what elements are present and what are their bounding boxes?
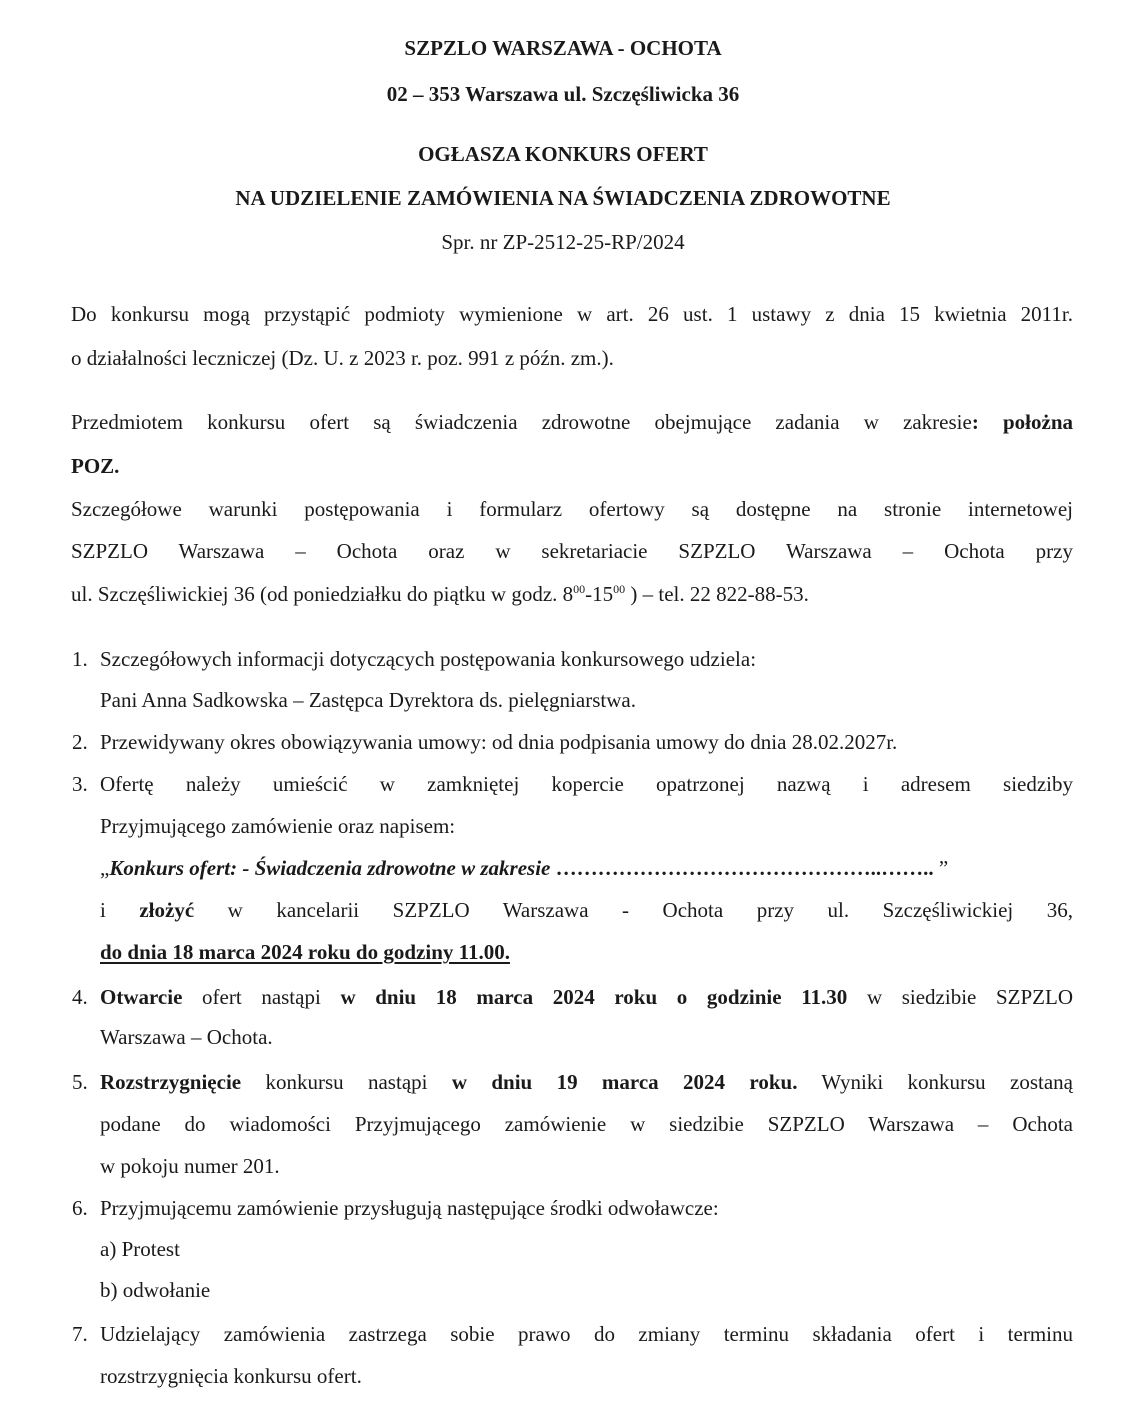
org-address: 02 – 353 Warszawa ul. Szczęśliwicka 36 (386, 82, 740, 106)
item-5-line-3: w pokoju numer 201. (100, 1154, 280, 1178)
item-1-line-1: Szczegółowych informacji dotyczących postępowania konkursowego udziela: (100, 647, 757, 671)
subject-line-1 (71, 410, 1073, 434)
item-4-line-2: Warszawa – Ochota. (100, 1025, 273, 1049)
item-7-line-2: rozstrzygnięcia konkursu ofert. (100, 1364, 362, 1388)
item-4-bold-1: Otwarcie (100, 985, 183, 1009)
item-3-deadline (100, 940, 510, 964)
conditions-line-2: SZPZLO Warszawa – Ochota oraz w sekretariacie SZPZLO Warszawa – Ochota przy (71, 539, 1073, 563)
item-4-number: 4. (72, 985, 88, 1009)
subject-text: Przedmiotem konkursu ofert są świadczenia zdrowotne obejmujące zadania w zakresie (71, 410, 972, 434)
announcement-title: OGŁASZA KONKURS OFERT (418, 142, 708, 166)
submission-deadline: do dnia 18 marca 2024 roku do godziny 11.00. (100, 940, 510, 964)
hours-sup-1: 00 (573, 582, 586, 596)
item-3-location: w kancelarii SZPZLO Warszawa - Ochota przy ul. Szczęśliwickiej 36, (227, 898, 1073, 922)
item-5-line-1 (100, 1070, 1073, 1094)
item-7-number: 7. (72, 1322, 88, 1346)
item-5-line-2: podane do wiadomości Przyjmującego zamówienie w siedzibie SZPZLO Warszawa – Ochota (100, 1112, 1073, 1136)
conditions-line-3 (71, 582, 809, 606)
item-4-bold-2: w dniu 18 marca 2024 roku o godzinie 11.30 (340, 985, 848, 1009)
subject-bold: położna (1003, 410, 1074, 434)
item-5-text-1: konkursu nastąpi (241, 1070, 452, 1094)
item-4-text-2: w siedzibie SZPZLO (847, 985, 1074, 1009)
item-1-number: 1. (72, 647, 88, 671)
item-5-text-2: Wyniki konkursu zostaną (797, 1070, 1074, 1094)
item-6-number: 6. (72, 1196, 88, 1220)
conditions-phone: ) – tel. 22 822-88-53. (625, 582, 809, 606)
quote-close: ” (933, 856, 949, 880)
item-3-line-1: Ofertę należy umieścić w zamkniętej kopercie opatrzonej nazwą i adresem siedziby (100, 772, 1073, 796)
item-2-line-1: Przewidywany okres obowiązywania umowy: od dnia podpisania umowy do dnia 28.02.2027r. (100, 730, 898, 754)
conditions-hours-b: -15 (585, 582, 614, 606)
item-7-line-1: Udzielający zamówienia zastrzega sobie prawo do zmiany terminu składania ofert i terminu (100, 1322, 1073, 1346)
item-6-line-1: Przyjmującemu zamówienie przysługują następujące środki odwoławcze: (100, 1196, 719, 1220)
item-3-line-2: Przyjmującego zamówienie oraz napisem: (100, 814, 456, 838)
item-3-envelope-label (100, 856, 948, 880)
intro-line-1: Do konkursu mogą przystąpić podmioty wymienione w art. 26 ust. 1 ustawy z dnia 15 kwietnia 2011r. (71, 302, 1073, 326)
subject-colon: : (971, 410, 979, 434)
subject-bold-2: POZ. (71, 454, 120, 478)
item-1-line-2: Pani Anna Sadkowska – Zastępca Dyrektora ds. pielęgniarstwa. (100, 688, 636, 712)
item-4-line-1 (100, 985, 1073, 1009)
conditions-hours-a: ul. Szczęśliwickiej 36 (od poniedziałku do piątku w godz. 8 (71, 582, 574, 606)
item-4-text-1: ofert nastąpi (182, 985, 341, 1009)
intro-line-2: o działalności leczniczej (Dz. U. z 2023 r. poz. 991 z późn. zm.). (71, 346, 614, 370)
item-5-number: 5. (72, 1070, 88, 1094)
item-5-bold-2: w dniu 19 marca 2024 roku. (451, 1070, 798, 1094)
item-6-sub-a: a) Protest (100, 1237, 180, 1261)
quote-open: „ (100, 856, 110, 880)
org-name: SZPZLO WARSZAWA - OCHOTA (404, 36, 722, 60)
envelope-label-dots: ………………………………………..…….. (550, 856, 934, 880)
announcement-subject: NA UDZIELENIE ZAMÓWIENIA NA ŚWIADCZENIA ZDROWOTNE (235, 186, 891, 210)
item-5-bold-1: Rozstrzygnięcie (100, 1070, 242, 1094)
envelope-label-text: Konkurs ofert: - Świadczenia zdrowotne w zakresie (109, 856, 551, 880)
hours-sup-2: 00 (613, 582, 626, 596)
item-2-number: 2. (72, 730, 88, 754)
item-3-number: 3. (72, 772, 88, 796)
item-3-submit-bold: złożyć (139, 898, 195, 922)
conditions-line-1: Szczegółowe warunki postępowania i formularz ofertowy są dostępne na stronie internetowej (71, 497, 1073, 521)
item-6-sub-b: b) odwołanie (100, 1278, 211, 1302)
case-number: Spr. nr ZP-2512-25-RP/2024 (441, 230, 685, 254)
subject-line-2 (71, 454, 119, 478)
item-3-i: i (100, 898, 106, 922)
item-3-line-4 (100, 898, 1073, 922)
